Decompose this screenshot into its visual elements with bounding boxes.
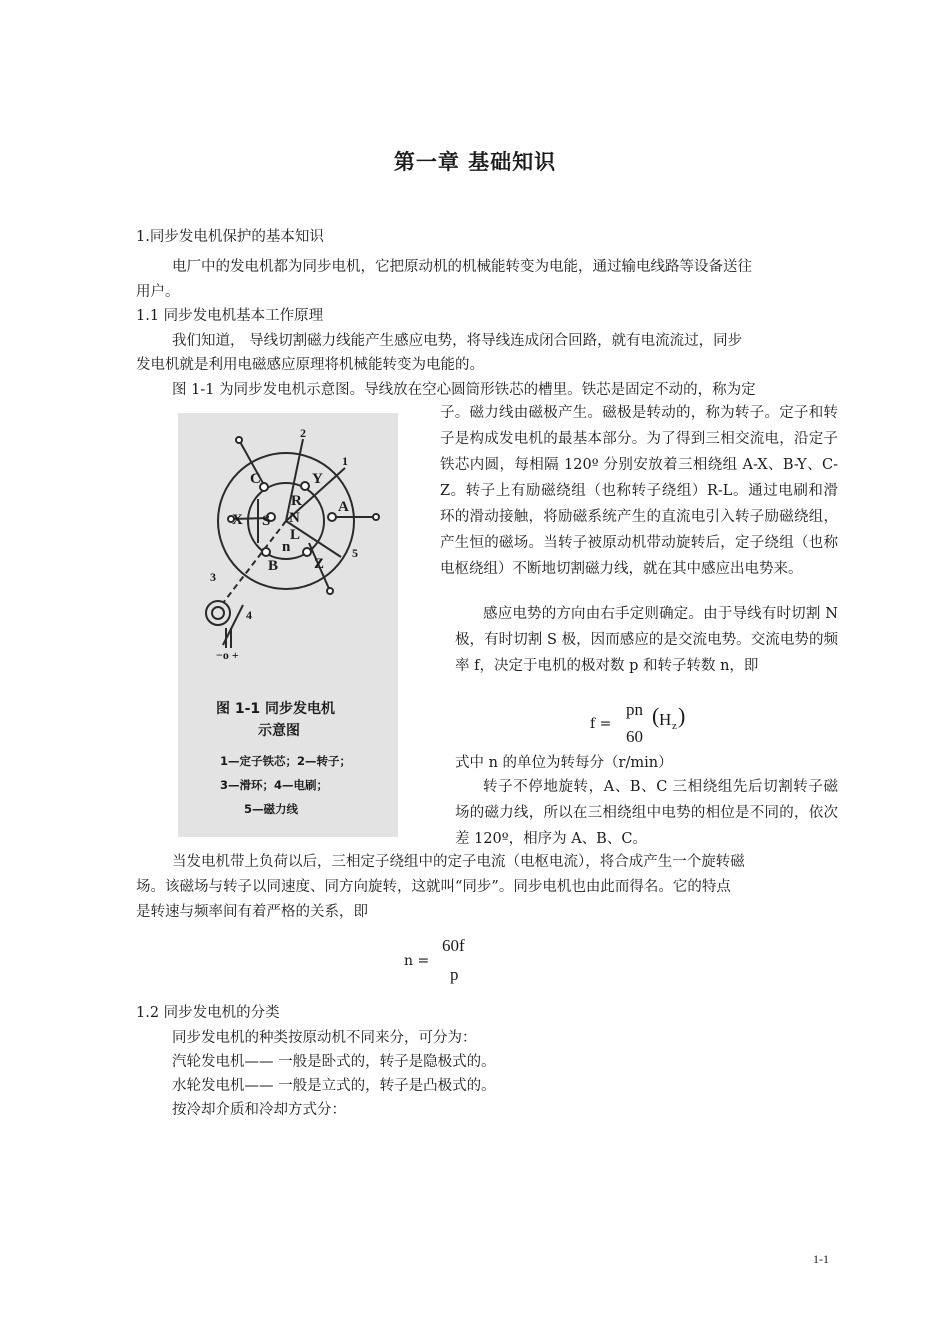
- formula-1-unit: H: [659, 710, 672, 729]
- section-1-1-para-5-line-1: 当发电机带上负荷以后，三相定子绕组中的定子电流（电枢电流），将合成产生一个旋转磁: [172, 854, 745, 870]
- label-1: 1: [342, 454, 348, 468]
- chapter-title: 第一章 基础知识: [393, 150, 557, 174]
- section-1-1-para-5-line-3: 是转速与频率间有着严格的关系，即: [136, 904, 368, 920]
- section-1-2-line-4: 按冷却介质和冷却方式分：: [172, 1102, 346, 1118]
- section-1-2-line-3: 水轮发电机—— 一般是立式的，转子是凸极式的。: [172, 1078, 496, 1094]
- label-polarity: −o +: [216, 648, 239, 662]
- label-A: A: [338, 499, 349, 515]
- formula-2-denominator: p: [450, 965, 459, 984]
- label-S: S: [262, 513, 271, 529]
- section-1-2-line-1: 同步发电机的种类按原动机不同来分，可分为：: [172, 1030, 477, 1046]
- generator-diagram: [178, 413, 398, 837]
- formula-1-unit-subscript: z: [672, 720, 677, 732]
- formula-1-lhs: f =: [590, 716, 612, 732]
- label-B: B: [268, 558, 279, 574]
- label-2: 2: [300, 426, 306, 440]
- section-1-1-para-2-line-1: 图 1-1 为同步发电机示意图。导线放在空心圆筒形铁芯的槽里。铁芯是固定不动的，称为定: [172, 382, 756, 398]
- page-number: 1-1: [813, 1252, 829, 1266]
- label-5: 5: [352, 546, 358, 560]
- label-4: 4: [246, 608, 252, 622]
- figure-legend-2: 3—滑环；4—电刷；: [220, 778, 329, 792]
- label-R: R: [291, 493, 302, 509]
- label-Y: Y: [312, 471, 323, 487]
- figure-caption-sub: 示意图: [258, 723, 300, 739]
- label-N: N: [289, 510, 300, 526]
- section-1-1-heading: 1.1 同步发电机基本工作原理: [136, 308, 324, 324]
- formula-2-lhs: n =: [404, 953, 430, 969]
- section-1-2-heading: 1.2 同步发电机的分类: [136, 1005, 280, 1021]
- label-n: n: [282, 539, 291, 555]
- label-L: L: [290, 527, 301, 543]
- section-1-heading: 1.同步发电机保护的基本知识: [136, 229, 324, 245]
- section-1-2-line-2: 汽轮发电机—— 一般是卧式的，转子是隐极式的。: [172, 1054, 496, 1070]
- label-X: X: [232, 512, 243, 528]
- formula-1-numerator: pn: [626, 700, 643, 719]
- label-C: C: [250, 471, 261, 487]
- section-1-1-para-3: 感应电势的方向由右手定则确定。由于导线有时切割 N 极，有时切割 S 极，因而感应的是交流电势。交流电势的频率 f，决定于电机的极对数 p 和转子转数 n，即: [455, 606, 838, 674]
- speed-formula: [404, 936, 484, 988]
- unit-note: 式中 n 的单位为转每分（r/min）: [455, 755, 673, 771]
- frequency-formula: f = pn 60 ( H z ): [590, 700, 686, 746]
- section-1-1-para-5-line-2: 场。该磁场与转子以同速度、同方向旋转，这就叫“同步”。同步电机也由此而得名。它的特点: [136, 879, 731, 895]
- section-1-paragraph-line-2: 用户。: [136, 284, 180, 300]
- figure-caption-title: 图 1-1 同步发电机: [216, 701, 336, 717]
- section-1-1-para-1-line-1: 我们知道， 导线切割磁力线能产生感应电势，将导线连成闭合回路，就有电流流过，同步: [172, 333, 743, 349]
- section-1-paragraph-line-1: 电厂中的发电机都为同步电机，它把原动机的机械能转变为电能，通过输电线路等设备送往: [172, 259, 752, 275]
- label-Z: Z: [314, 556, 325, 572]
- formula-2-numerator: 60f: [442, 936, 465, 955]
- figure-legend-1: 1—定子铁芯；2—转子；: [220, 754, 352, 768]
- formula-1-denominator: 60: [626, 727, 643, 746]
- figure-legend-3: 5—磁力线: [244, 802, 299, 816]
- label-3: 3: [210, 570, 216, 584]
- section-1-1-para-2-continued: 子。磁力线由磁极产生。磁极是转动的，称为转子。定子和转子是构成发电机的最基本部分。为了得到三相交流电，沿定子铁芯内圆，每相隔 120º 分别安放着三相绕组 A-X、B-Y、C-Z。转子上有励磁绕组（也称转子绕组）R-L。通过电刷和滑环的滑动接触，将励磁系统产生的直流电引入转子励磁绕组，产生恒的磁场。当转子被原动机带动旋转后，定子绕组（也称电枢绕组）不断地切割磁力线，就在其中感应出电势来。: [440, 405, 838, 577]
- section-1-1-para-1-line-2: 发电机就是利用电磁感应原理将机械能转变为电能的。: [136, 357, 484, 373]
- generator-diagram-figure: [178, 413, 398, 837]
- section-1-1-para-4: 转子不停地旋转，A、B、C 三相绕组先后切割转子磁场的磁力线，所以在三相绕组中电势的相位是不同的，依次差 120º，相序为 A、B、C。: [455, 779, 838, 847]
